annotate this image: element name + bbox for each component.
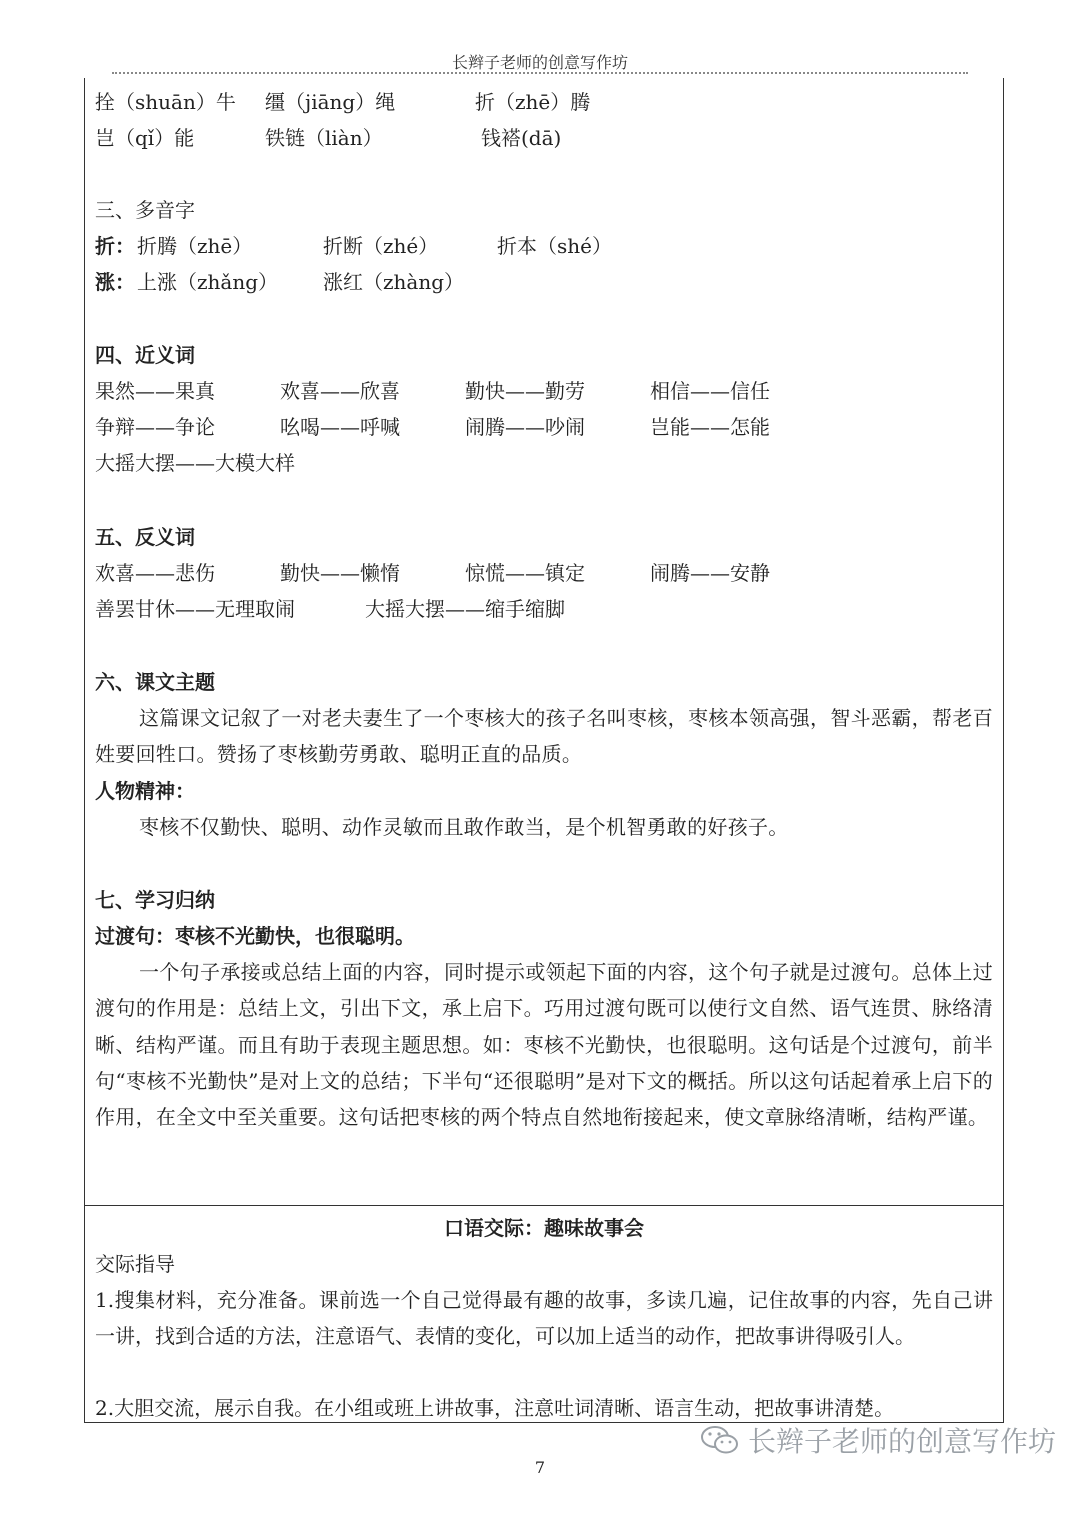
guide-item-1: 1.搜集材料，充分准备。课前选一个自己觉得最有趣的故事，多读几遍，记住故事的内容，先自己讲一讲，找到合适的方法，注意语气、表情的变化，可以加上适当的动作，把故事讲得吸引人。 <box>95 1288 993 1348</box>
synonym-item: 闹腾——吵闹 <box>465 415 585 439</box>
synonym-item: 吆喝——呼喊 <box>280 415 400 439</box>
spirit-heading: 人物精神： <box>95 779 195 803</box>
oral-title: 口语交际：趣味故事会 <box>444 1216 644 1240</box>
synonym-item: 岂能——怎能 <box>650 415 770 439</box>
guide-heading: 交际指导 <box>95 1252 175 1276</box>
watermark <box>700 1420 1056 1463</box>
synonym-item: 大摇大摆——大模大样 <box>95 451 295 475</box>
antonym-item: 惊慌——镇定 <box>465 561 585 585</box>
antonym-item: 大摇大摆——缩手缩脚 <box>365 597 565 621</box>
section-heading-synonyms: 四、近义词 <box>95 343 195 367</box>
synonym-item: 欢喜——欣喜 <box>280 379 400 403</box>
header-divider <box>112 72 968 74</box>
section-heading-polyphone: 三、多音字 <box>95 198 195 222</box>
polyphone-label: 涨： <box>95 270 135 294</box>
content-box-oral <box>84 1205 1004 1423</box>
antonym-item: 勤快——懒惰 <box>280 561 400 585</box>
spirit-paragraph: 枣核不仅勤快、聪明、动作灵敏而且敢作敢当，是个机智勇敢的好孩子。 <box>139 815 789 839</box>
antonym-item: 欢喜——悲伤 <box>95 561 215 585</box>
antonym-item: 闹腾——安静 <box>650 561 770 585</box>
guide-item-2: 2.大胆交流，展示自我。在小组或班上讲故事，注意吐词清晰、语言生动，把故事讲清楚。 <box>95 1396 895 1420</box>
section-heading-summary: 七、学习归纳 <box>95 888 215 912</box>
polyphone-item: 涨红（zhàng） <box>323 270 465 294</box>
antonym-item: 善罢甘休——无理取闹 <box>95 597 295 621</box>
synonym-item: 勤快——勤劳 <box>465 379 585 403</box>
pinyin-item: 缰（jiāng）绳 <box>265 90 396 114</box>
page-header: 长辫子老师的创意写作坊 <box>451 53 628 72</box>
pinyin-item: 铁链（liàn） <box>265 126 383 150</box>
pinyin-item: 岂（qǐ）能 <box>95 126 195 150</box>
polyphone-label: 折： <box>95 234 135 258</box>
synonym-item: 相信——信任 <box>650 379 770 403</box>
watermark-text: 长辫子老师的创意写作坊 <box>748 1425 1057 1458</box>
theme-paragraph: 这篇课文记叙了一对老夫妻生了一个枣核大的孩子名叫枣核，枣核本领高强，智斗恶霸，帮老百姓要回牲口。赞扬了枣核勤劳勇敢、聪明正直的品质。 <box>95 706 993 767</box>
pinyin-item: 折（zhē）腾 <box>475 90 591 114</box>
transition-sentence-heading: 过渡句：枣核不光勤快，也很聪明。 <box>95 924 415 948</box>
polyphone-item: 折腾（zhē） <box>137 234 253 258</box>
section-heading-theme: 六、课文主题 <box>95 670 215 694</box>
wechat-icon <box>700 1424 740 1463</box>
synonym-item: 果然——果真 <box>95 379 215 403</box>
polyphone-item: 折断（zhé） <box>323 234 439 258</box>
transition-paragraph: 一个句子承接或总结上面的内容，同时提示或领起下面的内容，这个句子就是过渡句。总体上过渡句的作用是：总结上文，引出下文，承上启下。巧用过渡句既可以使行文自然、语气连贯、脉络清晰、结构严谨。而且有助于表现主题思想。如：枣核不光勤快，也很聪明。这句话是个过渡句，前半句“枣核不光勤快”是对上文的总结；下半句“还很聪明”是对下文的概括。所以这句话起着承上启下的作用，在全文中至关重要。这句话把枣核的两个特点自然地衔接起来，使文章脉络清晰，结构严谨。 <box>95 960 993 1130</box>
page-number: 7 <box>534 1458 546 1477</box>
polyphone-item: 上涨（zhǎng） <box>137 270 279 294</box>
content-box-main <box>84 78 1004 1206</box>
pinyin-item: 拴（shuān）牛 <box>95 90 236 114</box>
pinyin-item: 钱褡(dā) <box>481 126 562 150</box>
section-heading-antonyms: 五、反义词 <box>95 525 195 549</box>
polyphone-item: 折本（shé） <box>497 234 612 258</box>
synonym-item: 争辩——争论 <box>95 415 215 439</box>
